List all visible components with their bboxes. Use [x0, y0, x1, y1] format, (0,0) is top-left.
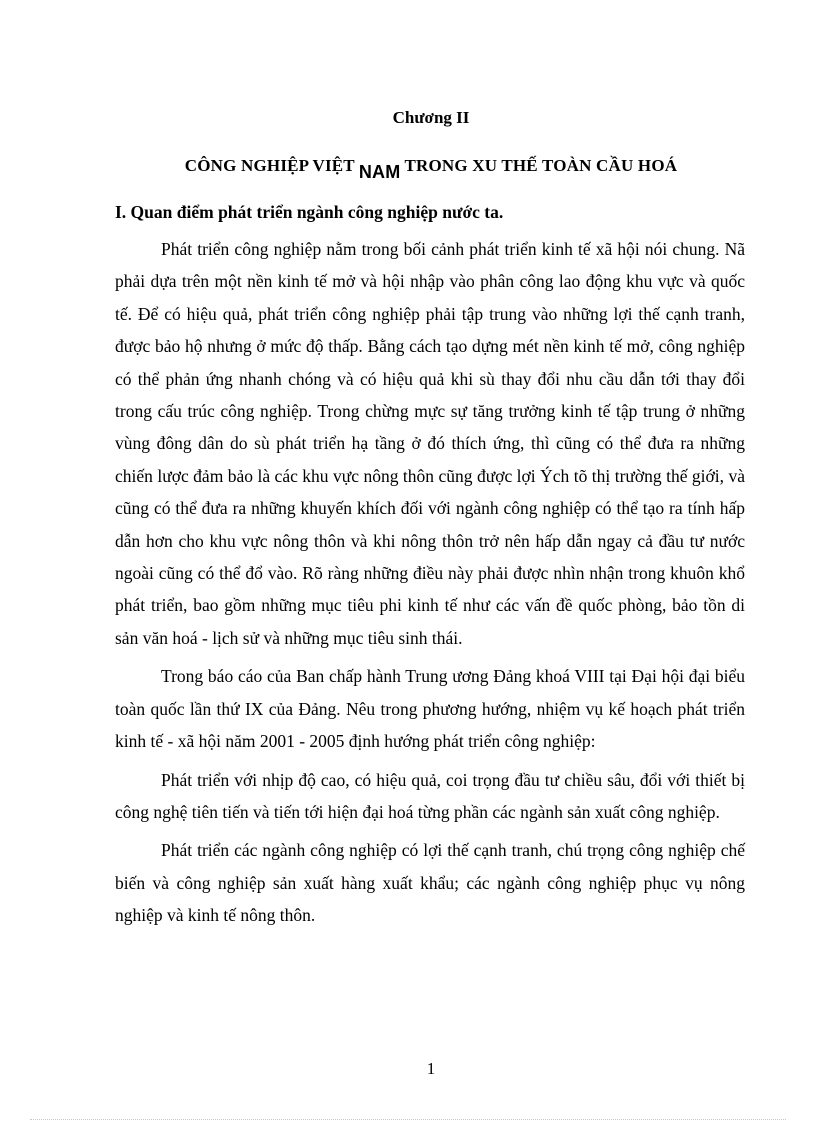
chapter-title-part-2: TRONG XU THẾ TOÀN CẦU HOÁ — [404, 156, 678, 175]
paragraph-1: Phát triển công nghiệp nằm trong bối cảnh phát triển kinh tế xã hội nói chung. Nã phải dựa trên một nền kinh tế mở và hội nhập vào phân công lao động khu vực và quốc tế. Để có hiệu quả, phát triển công nghiệp phải tập trung vào những lợi thế cạnh tranh, được bảo hộ nhưng ở mức độ thấp. Bằng cách tạo dựng mét nền kinh tế mở, công nghiệp có thể phản ứng nhanh chóng và có hiệu quả khi sù thay đổi nhu cầu dẫn tới thay đổi trong cấu trúc công nghiệp. Trong chừng mực sự tăng trưởng kinh tế tập trung ở những vùng đông dân do sù phát triển hạ tầng ở đó thích ứng, thì cũng có thể đưa ra những chiến lược đảm bảo là các khu vực nông thôn cũng được lợi Ých tõ thị trường thế giới, và cũng có thể đưa ra những khuyến khích đối với ngành công nghiệp có thể tạo ra tính hấp dẫn hơn cho khu vực nông thôn và khi nông thôn trở nên hấp dẫn ngay cả đầu tư nước ngoài cũng có thể đổ vào. Rõ ràng những điều này phải được nhìn nhận trong khuôn khổ phát triển, bao gồm những mục tiêu phi kinh tế như các vấn đề quốc phòng, bảo tồn di sản văn hoá - lịch sử và những mục tiêu sinh thái. — [115, 239, 745, 648]
chapter-title-part-1: CÔNG NGHIỆP VIỆT — [184, 156, 355, 175]
paragraph-3: Phát triển với nhịp độ cao, có hiệu quả, coi trọng đầu tư chiều sâu, đổi với thiết bị công nghệ tiên tiến và tiến tới hiện đại hoá từng phần các ngành sản xuất công nghiệp. — [115, 769, 745, 822]
chapter-label: Chương II — [392, 108, 470, 127]
paragraph-4: Phát triển các ngành công nghiệp có lợi thế cạnh tranh, chú trọng công nghiệp chế biến và công nghiệp sản xuất hàng xuất khẩu; các ngành công nghiệp phục vụ nông nghiệp và kinh tế nông thôn. — [115, 840, 745, 926]
chapter-title — [0, 155, 816, 182]
page-break-rule — [30, 1119, 786, 1120]
paragraph-2: Trong báo cáo của Ban chấp hành Trung ương Đảng khoá VIII tại Đại hội đại biểu toàn quốc lần thứ IX của Đảng. Nêu trong phương hướng, nhiệm vụ kế hoạch phát triển kinh tế - xã hội năm 2001 - 2005 định hướng phát triển công nghiệp: — [115, 666, 745, 752]
page-number: 1 — [426, 1059, 436, 1078]
section-heading: I. Quan điểm phát triển ngành công nghiệp nước ta. — [115, 202, 504, 222]
body-text — [115, 233, 745, 938]
chapter-title-nam: NAM — [358, 162, 401, 182]
